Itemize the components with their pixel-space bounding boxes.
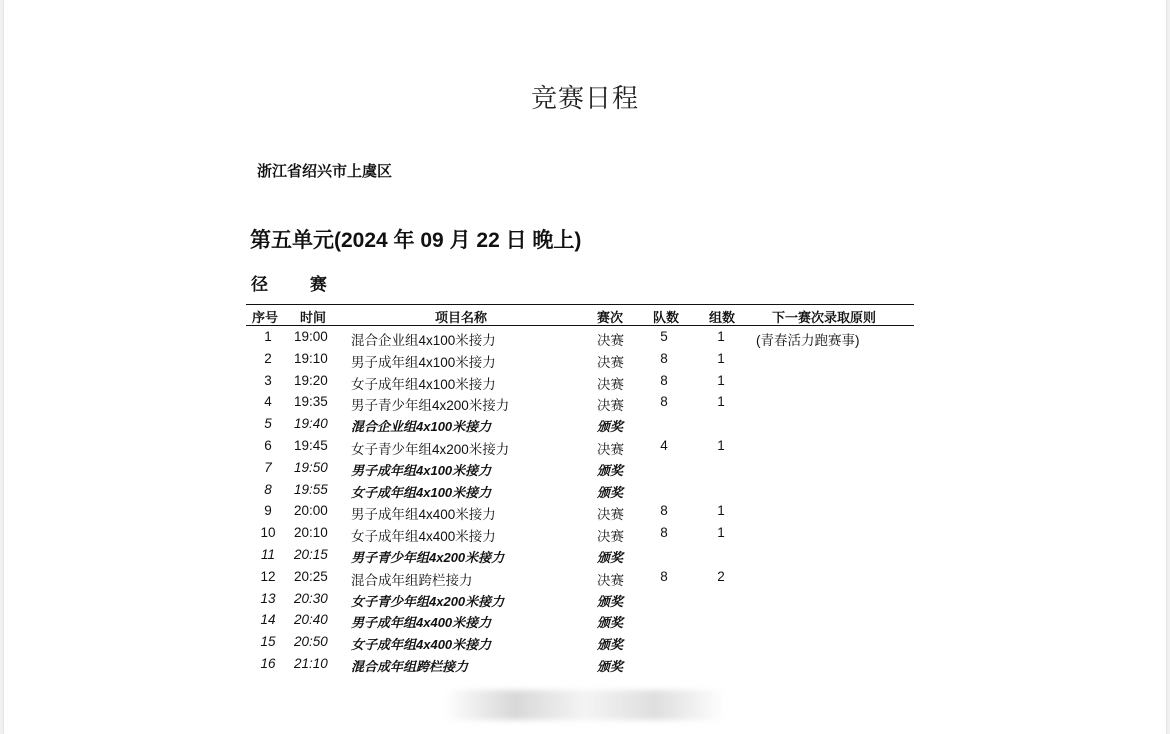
table-row — [0, 327, 1170, 349]
cell-round: 决赛 — [597, 333, 624, 348]
cell-time: 20:10 — [294, 525, 328, 541]
page-title: 竞赛日程 — [530, 84, 639, 114]
table-row — [0, 371, 1170, 393]
cell-groups: 1 — [717, 438, 725, 453]
schedule-table-header — [246, 304, 914, 326]
cell-name: 混合成年组跨栏接力 — [351, 572, 473, 588]
cell-no: 15 — [260, 634, 276, 650]
cell-no: 8 — [264, 481, 272, 497]
table-row — [0, 632, 1170, 654]
cell-name: 女子青少年组4x200米接力 — [351, 442, 510, 457]
cell-round: 颁奖 — [597, 593, 624, 609]
cell-name: 男子成年组4x400米接力 — [351, 615, 492, 631]
table-row — [0, 392, 1170, 414]
cell-rule: (青春活力跑赛事) — [756, 333, 860, 348]
cell-time: 19:55 — [294, 481, 328, 497]
cell-name: 男子成年组4x100米接力 — [351, 462, 492, 478]
cell-no: 14 — [260, 612, 276, 628]
cell-round: 颁奖 — [597, 615, 624, 631]
header-name: 项目名称 — [435, 311, 488, 326]
table-row — [0, 436, 1170, 458]
cell-round: 颁奖 — [597, 637, 624, 653]
header-time: 时间 — [300, 311, 327, 326]
cell-groups: 1 — [717, 503, 725, 519]
cell-time: 19:10 — [294, 350, 328, 366]
cell-round: 决赛 — [597, 572, 624, 588]
table-row — [0, 589, 1170, 611]
cell-time: 20:25 — [294, 568, 328, 584]
cell-round: 决赛 — [597, 354, 624, 370]
cell-no: 9 — [264, 503, 272, 519]
table-row — [0, 654, 1170, 676]
cell-teams: 5 — [660, 329, 668, 344]
cell-teams: 8 — [660, 372, 668, 388]
cell-no: 4 — [264, 394, 272, 410]
cell-name: 女子成年组4x100米接力 — [351, 484, 492, 500]
table-row — [0, 523, 1170, 545]
cell-no: 16 — [260, 656, 276, 671]
region-label: 浙江省绍兴市上虞区 — [257, 162, 393, 180]
section-heading: 径 赛 — [251, 275, 345, 295]
cell-name: 混合企业组4x100米接力 — [351, 419, 492, 435]
cell-name: 混合成年组跨栏接力 — [351, 659, 469, 674]
cell-time: 19:40 — [294, 416, 328, 432]
unit-heading: 第五单元(2024 年 09 月 22 日 晚上) — [250, 229, 582, 252]
cell-time: 20:40 — [294, 612, 328, 628]
cell-round: 决赛 — [597, 398, 624, 414]
cell-no: 1 — [264, 329, 272, 344]
cell-round: 决赛 — [597, 529, 624, 545]
cell-no: 2 — [264, 350, 272, 366]
cell-groups: 1 — [717, 525, 725, 541]
table-row — [0, 501, 1170, 523]
cell-groups: 1 — [717, 329, 725, 344]
cell-name: 女子成年组4x100米接力 — [351, 376, 496, 392]
cell-groups: 1 — [717, 350, 725, 366]
cell-groups: 2 — [717, 568, 725, 584]
cell-time: 19:00 — [294, 329, 328, 344]
cell-round: 颁奖 — [597, 419, 624, 435]
cell-time: 19:50 — [294, 459, 328, 475]
cell-time: 19:35 — [294, 394, 328, 410]
table-row — [0, 610, 1170, 632]
cell-round: 决赛 — [597, 507, 624, 523]
cell-teams: 4 — [660, 438, 668, 453]
cell-no: 10 — [260, 525, 276, 541]
cell-teams: 8 — [660, 525, 668, 541]
cell-no: 11 — [260, 547, 275, 562]
table-row — [0, 480, 1170, 502]
cell-name: 男子青少年组4x200米接力 — [351, 550, 505, 565]
cell-name: 男子青少年组4x200米接力 — [351, 398, 510, 414]
cell-name: 女子成年组4x400米接力 — [351, 529, 496, 545]
cell-round: 颁奖 — [597, 550, 624, 565]
cell-time: 19:45 — [294, 438, 328, 453]
cell-time: 20:30 — [294, 590, 328, 606]
header-rule: 下一赛次录取原则 — [772, 311, 877, 326]
cell-time: 20:15 — [294, 547, 328, 562]
cell-groups: 1 — [717, 372, 725, 388]
header-no: 序号 — [251, 311, 278, 326]
table-row — [0, 567, 1170, 589]
watermark-blur — [444, 690, 726, 720]
header-groups: 组数 — [708, 311, 735, 326]
header-teams: 队数 — [652, 311, 679, 326]
cell-name: 女子青少年组4x200米接力 — [351, 593, 505, 609]
cell-round: 颁奖 — [597, 462, 624, 478]
table-row — [0, 414, 1170, 436]
cell-no: 13 — [260, 590, 276, 606]
cell-teams: 8 — [660, 350, 668, 366]
cell-teams: 8 — [660, 503, 668, 519]
cell-no: 6 — [264, 438, 272, 453]
cell-no: 3 — [264, 372, 272, 388]
cell-round: 决赛 — [597, 376, 624, 392]
cell-teams: 8 — [660, 568, 668, 584]
cell-time: 21:10 — [294, 656, 328, 671]
table-row — [0, 545, 1170, 567]
header-round: 赛次 — [597, 311, 624, 326]
cell-no: 5 — [264, 416, 272, 432]
cell-name: 男子成年组4x400米接力 — [351, 507, 496, 523]
cell-no: 12 — [260, 568, 276, 584]
cell-name: 男子成年组4x100米接力 — [351, 354, 496, 370]
cell-time: 20:00 — [294, 503, 328, 519]
cell-no: 7 — [264, 459, 272, 475]
table-row — [0, 458, 1170, 480]
cell-teams: 8 — [660, 394, 668, 410]
cell-time: 20:50 — [294, 634, 328, 650]
cell-groups: 1 — [717, 394, 725, 410]
cell-round: 决赛 — [597, 442, 624, 457]
cell-round: 颁奖 — [597, 484, 624, 500]
cell-name: 混合企业组4x100米接力 — [351, 333, 496, 348]
cell-time: 19:20 — [294, 372, 328, 388]
cell-name: 女子成年组4x400米接力 — [351, 637, 492, 653]
table-row — [0, 349, 1170, 371]
cell-round: 颁奖 — [597, 659, 624, 674]
